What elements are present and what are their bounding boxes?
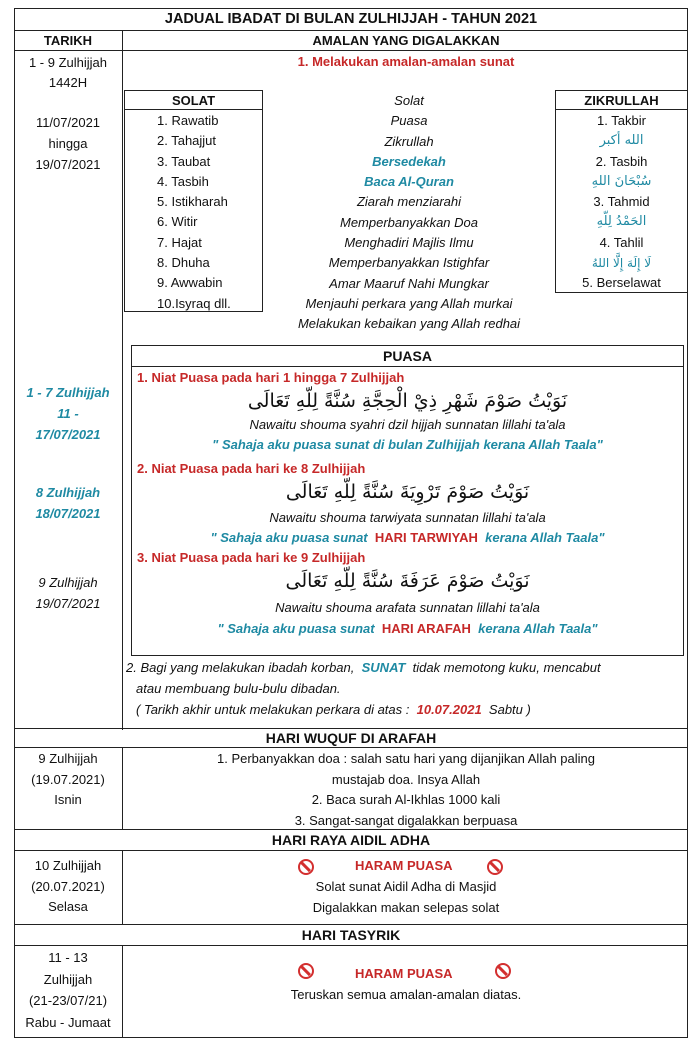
list-item: 7. Hajat bbox=[157, 234, 202, 250]
list-item: 1. Takbir bbox=[597, 113, 646, 128]
aidil-haram-label: HARAM PUASA bbox=[355, 858, 453, 873]
wuquf-list bbox=[124, 749, 688, 831]
wuquf-date: 9 Zulhijjah (19.07.2021) Isnin bbox=[31, 751, 105, 807]
niat-3-rumi: Nawaitu shouma arafata sunnatan lillahi ta'ala bbox=[275, 600, 540, 615]
list-item: 3. Taubat bbox=[157, 153, 211, 169]
section1-date: 1 - 9 Zulhijjah 1442H bbox=[28, 55, 108, 90]
niat-3-heading: 3. Niat Puasa pada hari ke 9 Zulhijjah bbox=[137, 550, 366, 565]
niat-2-arabic: نَوَيْتُ صَوْمَ تَرْوِيَةَ سُنَّةً لِلّهِ تَعَالَى bbox=[285, 481, 530, 503]
prohibited-icon bbox=[298, 858, 314, 875]
list-item: 3. Sangat-sangat digalakkan berpuasa bbox=[294, 812, 518, 828]
aidil-list bbox=[124, 877, 688, 918]
tasyrik-title: HARI TASYRIK bbox=[301, 927, 401, 943]
list-item: 9. Awwabin bbox=[157, 275, 223, 291]
puasa-date-3: 9 Zulhijjah 19/07/2021 bbox=[35, 575, 101, 611]
list-item: Ziarah menziarahi bbox=[356, 194, 462, 210]
list-item: 2. Tasbih bbox=[595, 153, 648, 169]
amalan-list bbox=[263, 91, 555, 335]
korban-note-line2: atau membuang bulu-bulu dibadan. bbox=[136, 681, 341, 696]
list-item: 4. Tasbih bbox=[157, 173, 209, 189]
zikrullah-list bbox=[556, 110, 687, 294]
aidil-date: 10 Zulhijjah (20.07.2021) Selasa bbox=[31, 858, 105, 914]
solat-box bbox=[124, 90, 263, 312]
section1-heading: 1. Melakukan amalan-amalan sunat bbox=[297, 54, 515, 69]
list-item: Baca Al-Quran bbox=[364, 174, 454, 190]
prohibited-icon bbox=[495, 962, 511, 979]
zikrullah-box bbox=[555, 90, 688, 293]
list-item: Melakukan kebaikan yang Allah redhai bbox=[297, 316, 521, 332]
niat-1-meaning: " Sahaja aku puasa sunat di bulan Zulhijjah kerana Allah Taala" bbox=[212, 437, 603, 452]
list-item: 4. Tahlil bbox=[599, 234, 644, 250]
niat-1-rumi: Nawaitu shouma syahri dzil hijjah sunnatan lillahi ta'ala bbox=[249, 417, 566, 432]
list-item: Teruskan semua amalan-amalan diatas. bbox=[290, 987, 522, 1002]
niat-1-arabic: نَوَيْتُ صَوْمَ شَهْرِ ذِيْ الْحِجَّةِ سُنَّةً لِلّهِ تَعَالَى bbox=[247, 390, 568, 412]
tasyrik-date: 11 - 13 Zulhijjah (21-23/07/21) Rabu - Jumaat bbox=[25, 950, 111, 1030]
list-item: 2. Baca surah Al-Ikhlas 1000 kali bbox=[311, 792, 501, 807]
korban-note-line3: ( Tarikh akhir untuk melakukan perkara di atas : 10.07.2021 Sabtu ) bbox=[136, 702, 531, 717]
niat-2-meaning: " Sahaja aku puasa sunat HARI TARWIYAH kerana Allah Taala" bbox=[210, 530, 605, 545]
korban-note-line1: 2. Bagi yang melakukan ibadah korban, SUNAT tidak memotong kuku, mencabut bbox=[126, 660, 601, 675]
wuquf-title: HARI WUQUF DI ARAFAH bbox=[265, 730, 437, 746]
list-item: Zikrullah bbox=[384, 133, 434, 149]
list-item: mustajab doa. Insya Allah bbox=[331, 771, 481, 787]
puasa-date-2: 8 Zulhijjah 18/07/2021 bbox=[35, 485, 101, 521]
list-item: 8. Dhuha bbox=[157, 255, 210, 271]
list-item: 10.Isyraq dll. bbox=[157, 295, 231, 311]
list-item: 5. Istikharah bbox=[157, 194, 228, 210]
puasa-date-1: 1 - 7 Zulhijjah 11 - 17/07/2021 bbox=[26, 385, 110, 442]
list-item: 1. Perbanyakkan doa : salah satu hari yang dijanjikan Allah paling bbox=[217, 751, 595, 766]
arabic-text: الله أكبر bbox=[599, 133, 644, 149]
list-item: Menjauhi perkara yang Allah murkai bbox=[305, 295, 513, 311]
list-item: Memperbanyakkan Istighfar bbox=[328, 255, 490, 271]
prohibited-icon bbox=[487, 858, 503, 875]
zikrullah-title: ZIKRULLAH bbox=[556, 91, 687, 110]
niat-2-rumi: Nawaitu shouma tarwiyata sunnatan lillahi ta'ala bbox=[269, 510, 546, 525]
niat-3-meaning: " Sahaja aku puasa sunat HARI ARAFAH kerana Allah Taala" bbox=[217, 621, 598, 636]
tasyrik-haram-label: HARAM PUASA bbox=[355, 966, 453, 981]
arabic-text: سُبْحَانَ اللهِ bbox=[591, 173, 652, 189]
header-amalan: AMALAN YANG DIGALAKKAN bbox=[312, 33, 500, 48]
arabic-text: الحَمْدُ لِلّهِ bbox=[596, 214, 647, 230]
header-tarikh: TARIKH bbox=[43, 33, 93, 48]
list-item: Solat sunat Aidil Adha di Masjid bbox=[315, 879, 497, 894]
niat-2-heading: 2. Niat Puasa pada hari ke 8 Zulhijjah bbox=[137, 461, 366, 476]
aidil-title: HARI RAYA AIDIL ADHA bbox=[271, 832, 431, 848]
puasa-title: PUASA bbox=[132, 346, 683, 367]
list-item: Digalakkan makan selepas solat bbox=[312, 899, 500, 915]
list-item: 5. Berselawat bbox=[582, 275, 661, 291]
list-item: 3. Tahmid bbox=[593, 194, 650, 210]
list-item: Amar Maaruf Nahi Mungkar bbox=[329, 275, 489, 291]
tasyrik-list bbox=[124, 987, 688, 1002]
list-item: Bersedekah bbox=[372, 153, 446, 169]
list-item: 1. Rawatib bbox=[157, 113, 219, 128]
solat-title: SOLAT bbox=[125, 91, 262, 110]
list-item: 2. Tahajjut bbox=[157, 133, 217, 149]
section1-date-range: 11/07/2021 hingga 19/07/2021 bbox=[35, 115, 101, 172]
list-item: Menghadiri Majlis Ilmu bbox=[344, 235, 474, 251]
list-item: Memperbanyakkan Doa bbox=[339, 214, 479, 230]
niat-3-arabic: نَوَيْتُ صَوْمَ عَرَفَةَ سُنَّةً لِلّهِ تَعَالَى bbox=[285, 570, 530, 592]
list-item: Solat bbox=[394, 93, 424, 108]
niat-1-heading: 1. Niat Puasa pada hari 1 hingga 7 Zulhijjah bbox=[137, 370, 405, 385]
solat-list bbox=[125, 110, 262, 314]
list-item: Puasa bbox=[390, 113, 428, 129]
list-item: 6. Witir bbox=[157, 214, 198, 230]
document-title: JADUAL IBADAT DI BULAN ZULHIJJAH - TAHUN 2021 bbox=[164, 11, 538, 27]
arabic-text: لَا إِلَهَ إِلَّا اللهُ bbox=[591, 256, 652, 271]
prohibited-icon bbox=[298, 962, 314, 979]
